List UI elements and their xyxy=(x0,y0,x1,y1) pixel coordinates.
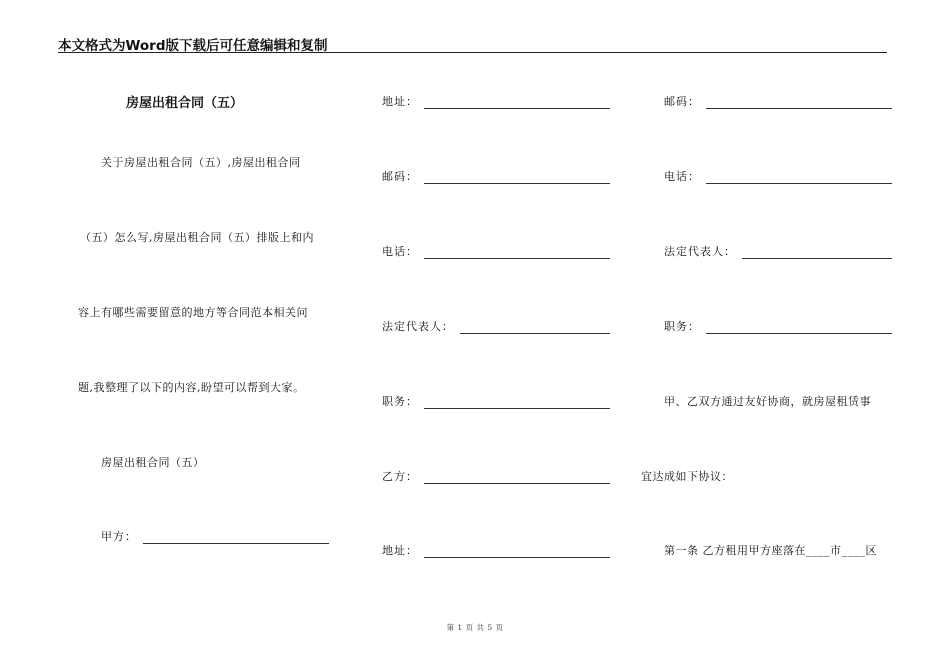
mid-address-field xyxy=(382,93,610,109)
party-b-address-field xyxy=(382,542,610,558)
intro-line-3: 容上有哪些需要留意的地方等合同范本相关问 xyxy=(78,306,308,319)
right-legal-rep-label: 法定代表人： xyxy=(664,245,736,258)
right-position-label: 职务： xyxy=(664,320,700,333)
mid-postcode-blank xyxy=(424,171,610,184)
contract-subtitle: 房屋出租合同（五） xyxy=(101,456,205,469)
party-a-label: 甲方： xyxy=(101,530,137,543)
mid-position-field xyxy=(382,393,610,409)
mid-address-blank xyxy=(424,96,610,109)
agreement-para-line-2: 宜达成如下协议： xyxy=(641,470,733,483)
mid-phone-blank xyxy=(424,246,610,259)
contract-title: 房屋出租合同（五） xyxy=(126,96,244,111)
right-phone-blank xyxy=(706,171,892,184)
mid-address-label: 地址： xyxy=(382,95,418,108)
party-b-address-label: 地址： xyxy=(382,544,418,557)
page-header: 本文格式为Word版下载后可任意编辑和复制 xyxy=(58,38,328,54)
party-a-blank xyxy=(143,531,329,544)
right-position-field xyxy=(664,318,892,334)
agreement-para-line-1: 甲、乙双方通过友好协商，就房屋租赁事 xyxy=(664,395,871,408)
right-legal-rep-blank xyxy=(742,246,892,259)
mid-postcode-field xyxy=(382,168,610,184)
right-legal-rep-field xyxy=(664,243,892,259)
mid-position-blank xyxy=(424,396,610,409)
article-one-line: 第一条 乙方租用甲方座落在____市____区 xyxy=(664,544,877,557)
right-position-blank xyxy=(706,321,892,334)
mid-position-label: 职务： xyxy=(382,395,418,408)
intro-line-2: （五）怎么写,房屋出租合同（五）排版上和内 xyxy=(80,231,314,244)
mid-phone-label: 电话： xyxy=(382,245,418,258)
intro-line-1: 关于房屋出租合同（五）,房屋出租合同 xyxy=(101,156,301,169)
right-phone-field xyxy=(664,168,892,184)
right-postcode-label: 邮码： xyxy=(664,95,700,108)
party-b-blank xyxy=(424,471,610,484)
party-b-field xyxy=(382,468,610,484)
party-b-label: 乙方： xyxy=(382,470,418,483)
mid-phone-field xyxy=(382,243,610,259)
party-a-field xyxy=(101,528,329,544)
header-divider xyxy=(58,52,887,53)
right-postcode-field xyxy=(664,93,892,109)
mid-legal-rep-label: 法定代表人： xyxy=(382,320,454,333)
mid-postcode-label: 邮码： xyxy=(382,170,418,183)
right-postcode-blank xyxy=(706,96,892,109)
party-b-address-blank xyxy=(424,545,610,558)
page-number: 第 1 页 共 5 页 xyxy=(446,623,504,632)
intro-line-4: 题,我整理了以下的内容,盼望可以帮到大家。 xyxy=(78,381,305,394)
mid-legal-rep-field xyxy=(382,318,610,334)
mid-legal-rep-blank xyxy=(460,321,610,334)
right-phone-label: 电话： xyxy=(664,170,700,183)
